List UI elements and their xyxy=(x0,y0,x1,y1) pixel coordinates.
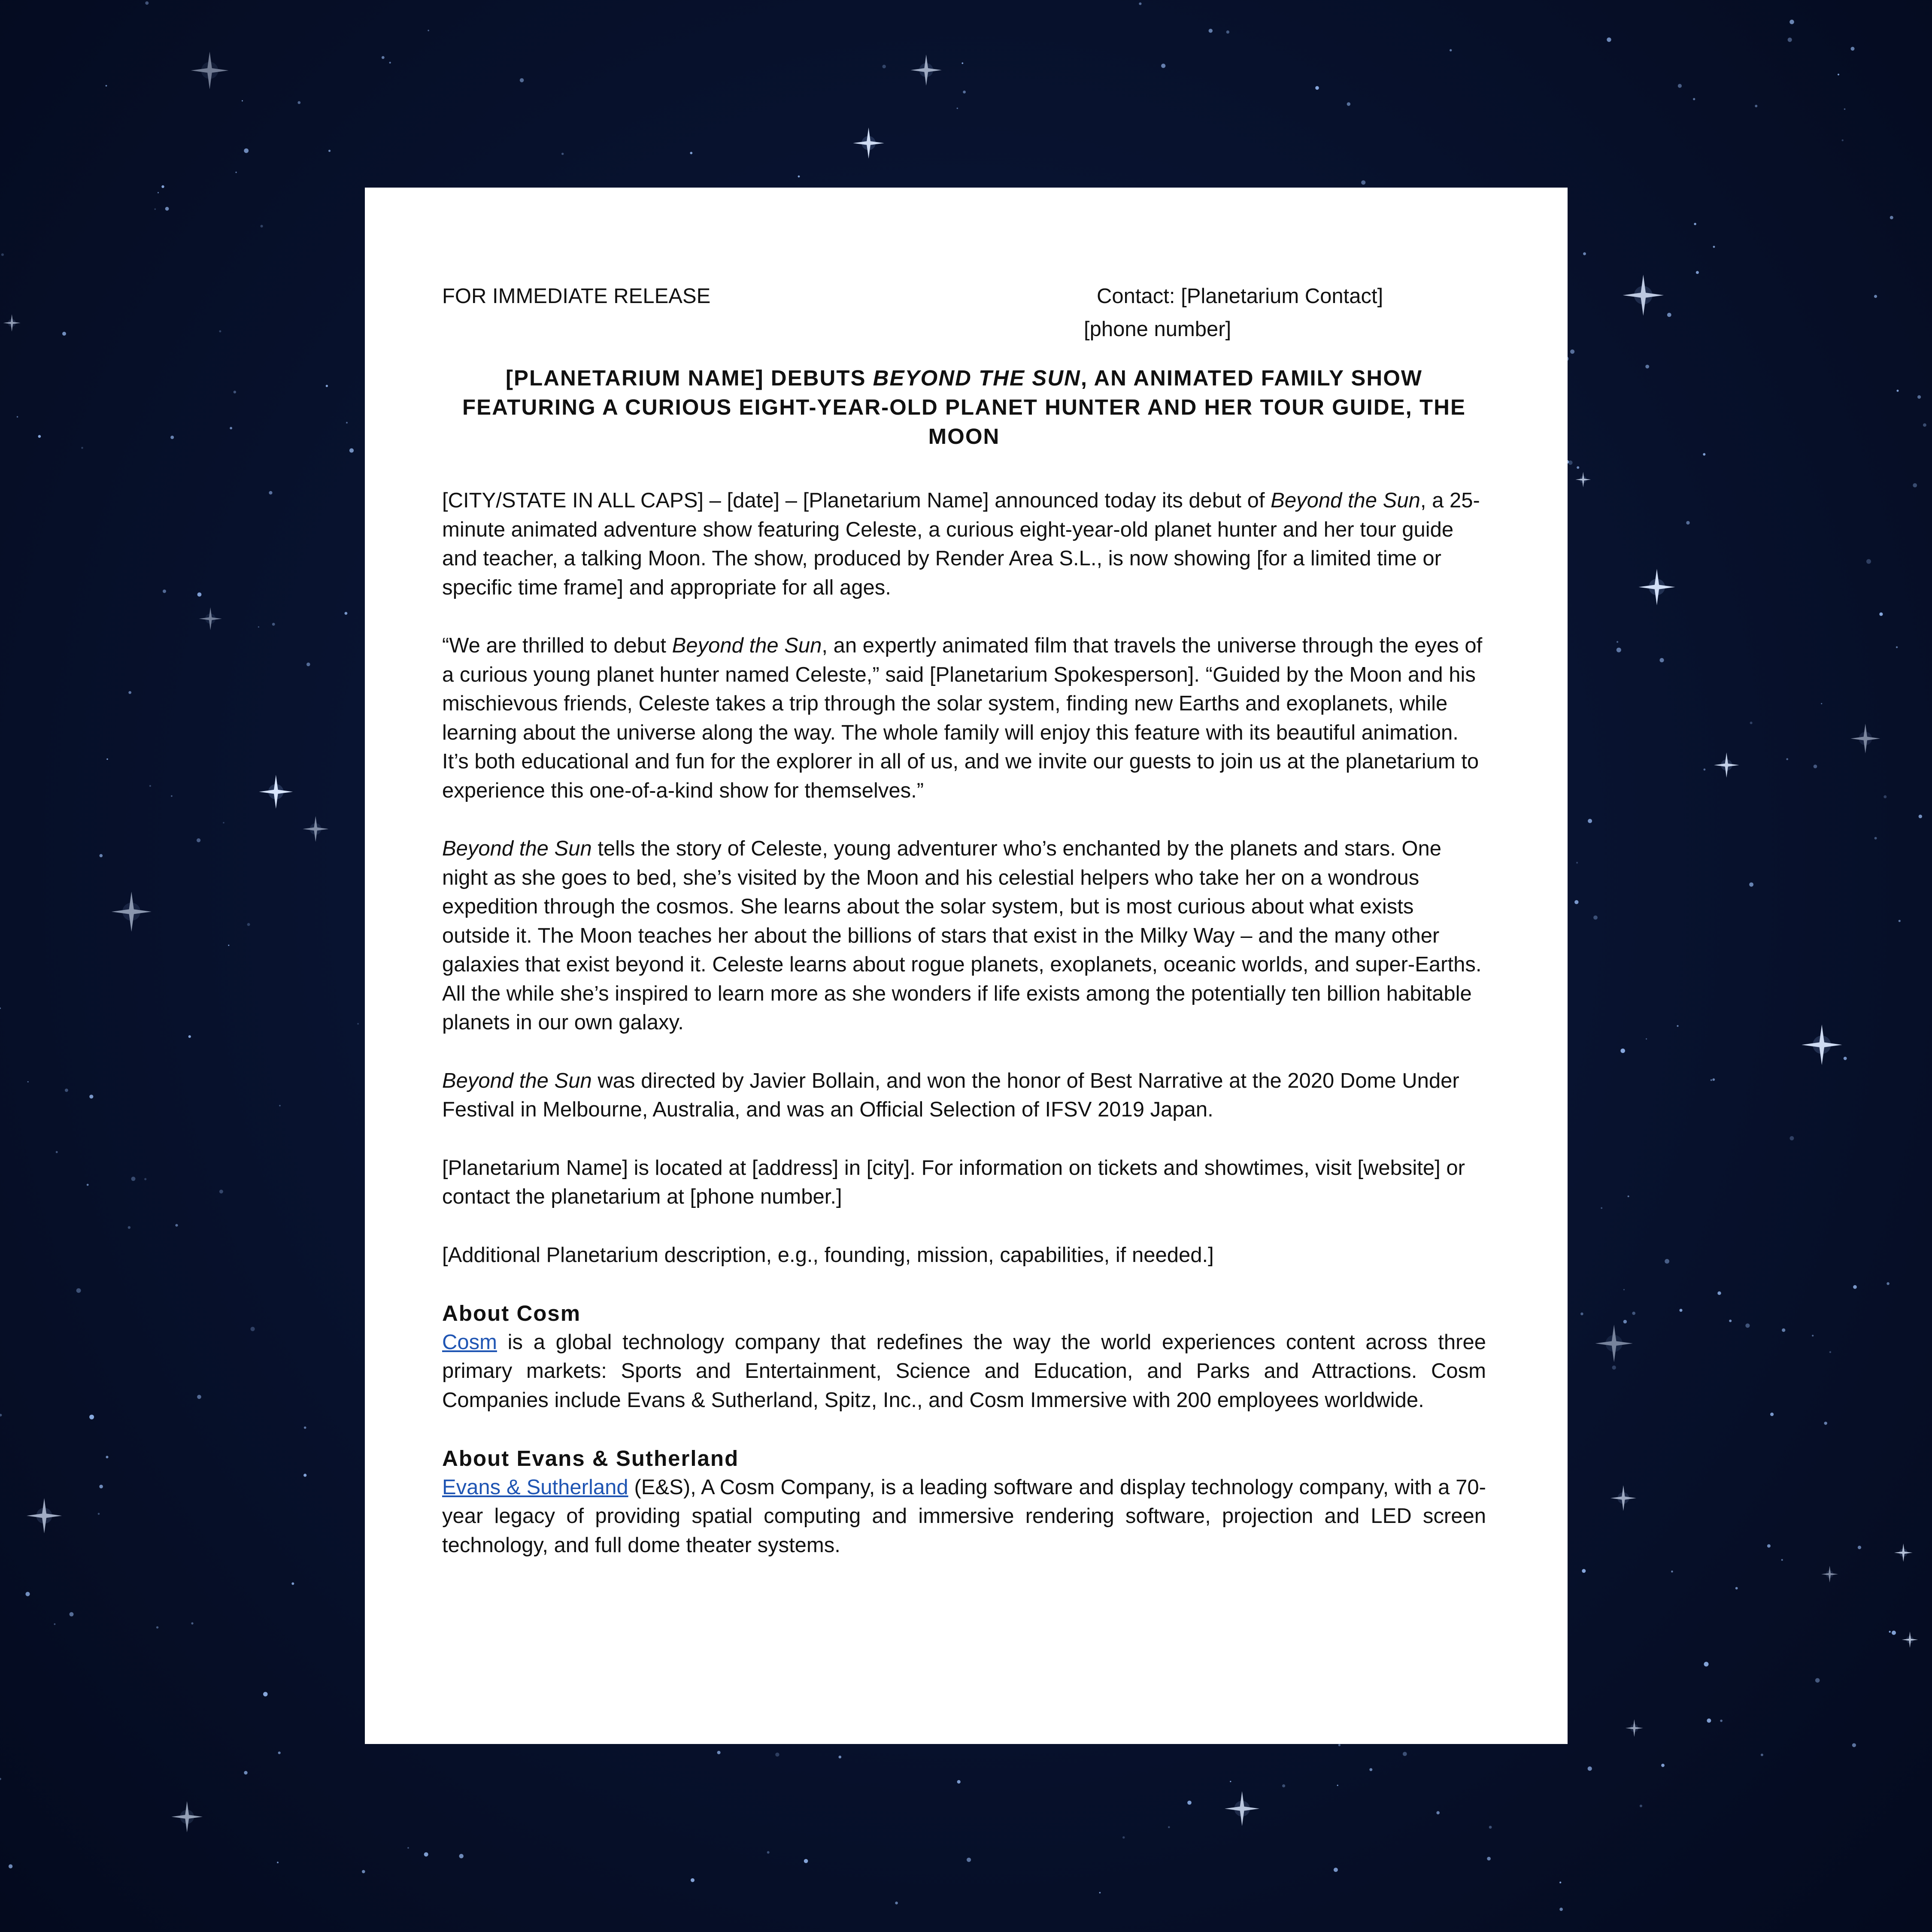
star xyxy=(690,152,692,155)
star xyxy=(1559,1908,1563,1911)
sparkle-star xyxy=(303,816,328,842)
star xyxy=(1570,349,1574,354)
star xyxy=(258,626,259,628)
star xyxy=(967,1858,971,1862)
star xyxy=(65,1089,68,1092)
star xyxy=(1899,920,1901,922)
star xyxy=(1583,252,1586,255)
star xyxy=(1704,768,1706,770)
star xyxy=(1661,1764,1665,1767)
sparkle-star xyxy=(1850,724,1880,753)
star xyxy=(1686,521,1689,525)
star xyxy=(895,1902,898,1905)
sparkle-star xyxy=(1714,752,1739,778)
headline-title: BEYOND THE SUN xyxy=(873,366,1081,390)
star xyxy=(1788,38,1792,42)
star xyxy=(1436,1811,1440,1814)
star xyxy=(278,1752,281,1754)
headline-part-1: [PLANETARIUM NAME] DEBUTS xyxy=(505,366,873,390)
star xyxy=(1889,1631,1891,1632)
star xyxy=(1844,108,1846,110)
star xyxy=(775,1753,779,1756)
star xyxy=(1678,84,1682,88)
star xyxy=(98,1513,100,1515)
star xyxy=(25,1592,30,1596)
star xyxy=(520,78,524,82)
star xyxy=(424,1852,428,1856)
sparkle-star xyxy=(1595,1325,1632,1362)
star xyxy=(171,795,173,797)
show-title: Beyond the Sun xyxy=(442,1069,592,1092)
star xyxy=(304,1426,306,1429)
star xyxy=(9,1864,12,1868)
evans-sutherland-link[interactable]: Evans & Sutherland xyxy=(442,1475,628,1499)
star xyxy=(87,1184,89,1186)
paragraph-text: , an expertly animated film that travels the universe through the eyes of a curious young planet hunter named Celeste,” said [Planetarium Spokesperson]. “Guided by the Moon and his mischievous friends, Celeste takes a trip through the solar system, finding new Earths and exoplanets, while learning about the universe along the way. The whole family will enjoy this feature with its beautiful animation. It’s both educational and fun for the explorer in all of us, and we invite our guests to join us at the planetarium to experience this one-of-a-kind show for themselves.” xyxy=(442,634,1483,802)
star xyxy=(219,330,221,332)
paragraph-text: [CITY/STATE IN ALL CAPS] – [date] – [Planetarium Name] announced today its debut of xyxy=(442,489,1271,512)
star xyxy=(269,491,272,494)
star xyxy=(244,149,249,153)
star xyxy=(197,1395,201,1399)
star xyxy=(957,1780,961,1783)
star xyxy=(1761,1753,1763,1756)
star xyxy=(228,945,229,946)
sparkle-star xyxy=(1821,1566,1838,1583)
star xyxy=(1361,180,1365,185)
release-label: FOR IMMEDIATE RELEASE xyxy=(442,285,711,308)
star xyxy=(1334,1868,1338,1872)
star xyxy=(389,62,391,64)
star xyxy=(1750,722,1753,724)
star xyxy=(839,1756,842,1759)
star xyxy=(1632,1312,1635,1315)
star xyxy=(1729,1319,1732,1322)
star xyxy=(804,1859,808,1863)
star xyxy=(235,172,237,173)
star xyxy=(156,1626,158,1629)
press-release-page xyxy=(365,188,1568,1744)
star xyxy=(1919,815,1922,818)
star xyxy=(106,85,107,87)
star xyxy=(1593,916,1598,920)
star xyxy=(1842,140,1844,141)
star xyxy=(145,1,149,5)
sparkle-star xyxy=(1638,569,1675,605)
star xyxy=(272,623,275,626)
star xyxy=(1187,1801,1192,1805)
sparkle-star xyxy=(3,314,20,331)
about-cosm-body: is a global technology company that redefines the way the world experiences content across three primary markets: Sports and Entertainment, Science and Education, and Parks and Attractions. Cosm Companies include Evans & Sutherland, Spitz, Inc., and Cosm Immersive with 200 employees worldwide. xyxy=(442,1330,1486,1412)
star xyxy=(191,1622,193,1624)
about-cosm-text xyxy=(442,1328,1486,1415)
star xyxy=(459,1854,464,1858)
star xyxy=(349,448,354,452)
sparkle-star xyxy=(1894,1544,1913,1562)
star xyxy=(1640,1805,1642,1807)
star xyxy=(1720,1720,1723,1722)
star xyxy=(1347,102,1350,106)
star xyxy=(1789,1136,1794,1140)
star xyxy=(1917,395,1921,399)
star xyxy=(1612,1365,1616,1369)
star xyxy=(1890,216,1893,219)
star xyxy=(1450,49,1452,51)
star xyxy=(1161,64,1165,68)
release-header xyxy=(442,282,1486,346)
star xyxy=(326,385,328,387)
star xyxy=(1693,98,1695,100)
star xyxy=(1139,3,1141,5)
star xyxy=(89,1415,94,1419)
star xyxy=(1122,1836,1125,1838)
star xyxy=(291,1582,294,1585)
star xyxy=(1489,1826,1492,1829)
star xyxy=(38,435,41,438)
star xyxy=(1883,795,1887,798)
show-title: Beyond the Sun xyxy=(442,837,592,860)
star xyxy=(1844,1057,1847,1060)
star xyxy=(251,1327,255,1331)
sparkle-star xyxy=(112,892,152,931)
star xyxy=(1099,1892,1101,1894)
star xyxy=(1607,37,1611,42)
star xyxy=(170,436,174,439)
star xyxy=(1665,1259,1669,1264)
sparkle-star xyxy=(191,52,229,89)
star xyxy=(106,758,108,760)
paragraph-location: [Planetarium Name] is located at [address] in [city]. For information on tickets and showtimes, visit [website] or contact the planetarium at [phone number.] xyxy=(442,1156,1465,1208)
star xyxy=(247,923,250,926)
star xyxy=(362,1870,365,1874)
star xyxy=(1853,1285,1857,1289)
star xyxy=(1,253,4,256)
star xyxy=(1866,559,1871,564)
star xyxy=(1707,1719,1711,1723)
star xyxy=(1703,453,1705,456)
star xyxy=(306,663,310,667)
paragraph-text: was directed by Javier Bollain, and won the honor of Best Narrative at the 2020 Dome Under Festival in Melbourne, Australia, and was an Official Selection of IFSV 2019 Japan. xyxy=(442,1069,1459,1121)
sparkle-star xyxy=(1802,1025,1842,1065)
star xyxy=(1620,1049,1625,1053)
star xyxy=(1879,613,1883,616)
star xyxy=(1576,862,1578,864)
star xyxy=(188,1035,191,1038)
star xyxy=(1749,883,1753,887)
sparkle-star xyxy=(171,1801,203,1832)
star xyxy=(70,1612,74,1617)
sparkle-star xyxy=(199,607,221,630)
star xyxy=(1487,1857,1491,1861)
star xyxy=(1913,483,1917,488)
star xyxy=(99,1485,103,1489)
star xyxy=(161,185,164,188)
star xyxy=(1209,29,1213,33)
about-cosm-heading: About Cosm xyxy=(442,1301,581,1325)
star xyxy=(963,91,966,94)
star xyxy=(1646,1038,1647,1040)
star xyxy=(883,65,886,68)
star xyxy=(244,1771,247,1774)
star xyxy=(1226,30,1229,33)
star xyxy=(1717,1292,1721,1295)
star xyxy=(1694,223,1696,225)
star xyxy=(961,62,963,64)
star xyxy=(1696,271,1699,274)
paragraph-text: “We are thrilled to debut xyxy=(442,634,672,657)
star xyxy=(1812,1335,1814,1337)
star xyxy=(1617,648,1621,652)
star xyxy=(1337,1785,1338,1786)
star xyxy=(1923,423,1926,427)
headline xyxy=(442,364,1486,451)
paragraph-quote xyxy=(442,631,1486,805)
paragraph-text: , a 25-minute animated adventure show featuring Celeste, a curious eight-year-old planet hunter and her tour guide and teacher, a talking Moon. The show, produced by Render Area S.L., is now showing [for a limited time or specific time frame] and appropriate for all ages. xyxy=(442,489,1480,599)
star xyxy=(155,208,156,210)
star xyxy=(62,332,66,336)
star xyxy=(230,427,232,430)
star xyxy=(131,1177,136,1181)
star xyxy=(277,1862,279,1863)
star xyxy=(1168,1826,1170,1829)
star xyxy=(1851,47,1855,51)
star xyxy=(17,416,18,417)
star xyxy=(1282,1784,1285,1787)
star xyxy=(106,1456,109,1459)
star xyxy=(798,176,800,178)
star xyxy=(1667,313,1671,317)
star xyxy=(197,838,200,842)
star xyxy=(1677,1025,1678,1027)
star xyxy=(128,691,131,694)
star xyxy=(957,108,958,109)
star xyxy=(1711,1079,1712,1081)
star xyxy=(0,1778,1,1780)
star xyxy=(279,1105,281,1107)
star xyxy=(1852,1743,1856,1747)
star xyxy=(561,153,564,155)
star xyxy=(1628,1195,1629,1197)
sparkle-star xyxy=(1626,1719,1643,1737)
star xyxy=(149,785,151,787)
star xyxy=(197,592,202,597)
star xyxy=(1838,74,1839,76)
star xyxy=(1588,819,1592,823)
paragraph-additional: [Additional Planetarium description, e.g., founding, mission, capabilities, if needed.] xyxy=(442,1243,1214,1267)
star xyxy=(76,1288,81,1293)
star xyxy=(234,391,236,393)
star xyxy=(1601,1207,1602,1209)
headline-part-2: , AN ANIMATED FAMILY SHOW FEATURING A CURIOUS EIGHT-YEAR-OLD PLANET HUNTER AND HER TOUR GUIDE, THE MOON xyxy=(462,366,1466,449)
paragraph-announcement xyxy=(442,486,1486,602)
sparkle-star xyxy=(1611,1485,1636,1511)
star xyxy=(1781,1559,1783,1561)
star xyxy=(1580,1313,1583,1316)
star xyxy=(1829,1351,1831,1353)
star xyxy=(223,822,224,824)
star xyxy=(89,1095,93,1098)
star xyxy=(1338,1744,1341,1746)
star xyxy=(0,1414,2,1416)
star xyxy=(1704,1662,1709,1667)
sparkle-star xyxy=(910,55,941,85)
star xyxy=(1782,1328,1785,1332)
star xyxy=(1230,1781,1231,1782)
star xyxy=(691,1878,695,1882)
star xyxy=(1315,86,1319,90)
sparkle-star xyxy=(1575,472,1591,487)
star xyxy=(165,207,169,211)
star xyxy=(1815,1678,1820,1683)
sparkle-star xyxy=(1623,275,1664,316)
contact-line: Contact: [Planetarium Contact] xyxy=(1097,285,1383,308)
paragraph-director xyxy=(442,1067,1486,1125)
star xyxy=(1767,1544,1771,1548)
contact-phone: [phone number] xyxy=(1084,318,1231,341)
star xyxy=(1645,365,1649,369)
sparkle-star xyxy=(259,775,293,809)
paragraph-story xyxy=(442,834,1486,1037)
star xyxy=(1892,1631,1896,1635)
star xyxy=(0,1007,1,1009)
star xyxy=(346,422,348,424)
star xyxy=(428,30,429,31)
star xyxy=(158,192,159,193)
star xyxy=(1897,390,1899,392)
sparkle-star xyxy=(1902,1632,1918,1648)
star xyxy=(382,56,385,59)
star xyxy=(1403,1752,1407,1756)
paragraph-text: tells the story of Celeste, young adventurer who’s enchanted by the planets and stars. One night as she goes to bed, she’s visited by the Moon and his celestial helpers who take her on a wondrous expedition through the cosmos. She learns about the solar system, but is most curious about what exists outside it. The Moon teaches her about the billions of stars that exist in the Milky Way – and the many other galaxies that exist beyond it. Celeste learns about rogue planets, exoplanets, oceanic worlds, and super-Earths. All the while she’s inspired to learn more as she wonders if life exists among the potentially ten billion habitable planets in our own galaxy. xyxy=(442,837,1482,1034)
star xyxy=(242,100,243,101)
star xyxy=(144,1178,146,1180)
star xyxy=(1712,1078,1715,1081)
star xyxy=(1559,1882,1561,1883)
star xyxy=(219,1190,223,1194)
star xyxy=(261,225,263,227)
star xyxy=(1770,1413,1774,1416)
about-es-text xyxy=(442,1473,1486,1560)
star xyxy=(1789,20,1794,24)
star xyxy=(163,590,166,593)
star xyxy=(1745,1323,1750,1328)
sparkle-star xyxy=(27,1498,62,1533)
star xyxy=(345,612,348,615)
star xyxy=(1577,466,1579,469)
star xyxy=(1659,658,1664,662)
cosm-link[interactable]: Cosm xyxy=(442,1330,497,1354)
star xyxy=(1735,1587,1738,1589)
star xyxy=(1623,1289,1625,1290)
sparkle-star xyxy=(1225,1791,1259,1826)
star xyxy=(1623,1320,1627,1323)
star xyxy=(297,101,300,104)
about-es-body: (E&S), A Cosm Company, is a leading software and display technology company, with a 70-year legacy of providing spatial computing and immersive rendering software, projection and LED screen technology, and full dome theater systems. xyxy=(442,1475,1486,1557)
star xyxy=(175,1224,178,1227)
star xyxy=(1874,837,1877,840)
show-title: Beyond the Sun xyxy=(1271,489,1420,512)
star xyxy=(1858,1546,1861,1549)
star xyxy=(1680,1309,1683,1312)
about-es-heading: About Evans & Sutherland xyxy=(442,1446,739,1471)
star xyxy=(357,1023,359,1025)
star xyxy=(1369,1768,1372,1771)
star xyxy=(1874,295,1877,298)
star xyxy=(1574,900,1578,904)
star xyxy=(1824,1422,1827,1425)
star xyxy=(100,854,103,858)
star xyxy=(56,1151,58,1153)
star xyxy=(767,1851,770,1854)
star xyxy=(1755,105,1757,107)
star xyxy=(128,1226,130,1229)
star xyxy=(1814,764,1817,768)
star xyxy=(407,1847,409,1849)
star xyxy=(1671,1571,1673,1573)
star xyxy=(81,447,83,449)
star xyxy=(1786,758,1788,760)
star xyxy=(263,1692,268,1697)
show-title: Beyond the Sun xyxy=(672,634,822,657)
star xyxy=(303,1474,306,1477)
star xyxy=(717,1751,721,1754)
star xyxy=(328,150,331,152)
star xyxy=(27,1081,29,1083)
star xyxy=(1617,641,1618,643)
star xyxy=(1887,1282,1890,1285)
sparkle-star xyxy=(853,127,884,159)
star xyxy=(1821,703,1822,704)
star xyxy=(1713,246,1715,248)
star xyxy=(1588,1766,1592,1771)
star xyxy=(1582,1569,1586,1573)
star xyxy=(54,1623,56,1625)
star xyxy=(1896,646,1898,648)
